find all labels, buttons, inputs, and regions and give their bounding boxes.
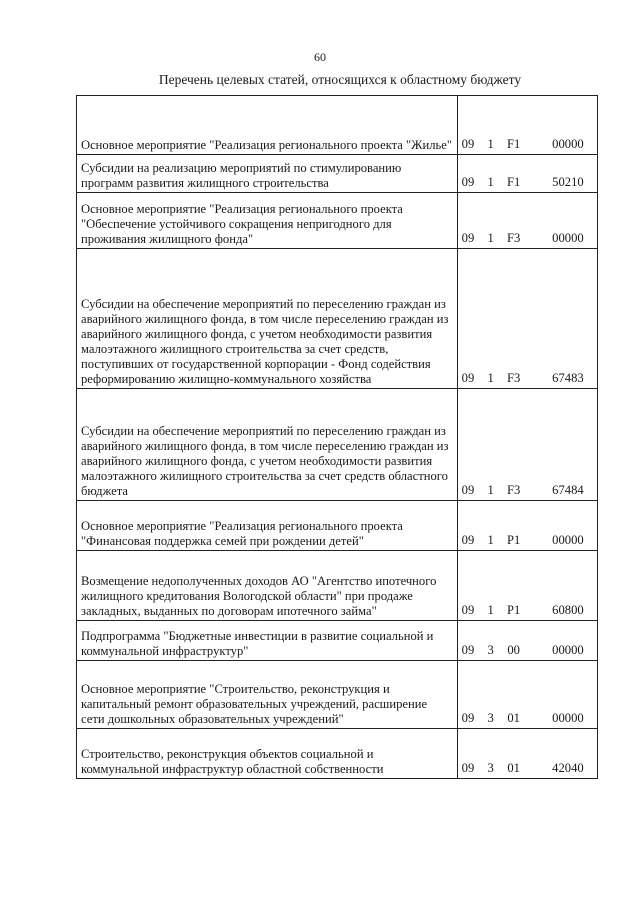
code-program: 09 — [461, 371, 475, 385]
code-subprogram: 3 — [487, 761, 494, 775]
table-row — [77, 621, 598, 661]
code-program: 09 — [461, 175, 475, 189]
table-row — [77, 249, 598, 389]
table-row — [77, 661, 598, 729]
row-description: Субсидии на обеспечение мероприятий по переселению граждан из аварийного жилищного фонда, в том числе переселению граждан из аварийного жилищного фонда, с учетом необходимости развития малоэтажного жилищного строительства за счет средств областного бюджета — [77, 389, 458, 501]
code-direction: 50210 — [552, 175, 584, 189]
row-description: Возмещение недополученных доходов АО "Агентство ипотечного жилищного кредитования Вологодской области" при продаже закладных, выданных по договорам ипотечного займа" — [77, 551, 458, 621]
code-direction: 67484 — [552, 483, 584, 497]
code-event: F1 — [507, 137, 521, 151]
row-code — [457, 729, 597, 779]
row-code — [457, 155, 597, 193]
code-direction: 67483 — [552, 371, 584, 385]
code-program: 09 — [461, 643, 475, 657]
row-description: Основное мероприятие "Строительство, реконструкция и капитальный ремонт образовательных учреждений, расширение сети дошкольных образовательных учреждений" — [77, 661, 458, 729]
row-description: Основное мероприятие "Реализация регионального проекта "Финансовая поддержка семей при рождении детей" — [77, 501, 458, 551]
code-event: 01 — [507, 761, 520, 775]
code-event: P1 — [507, 603, 521, 617]
target-items-table — [76, 95, 598, 779]
code-subprogram: 1 — [487, 231, 494, 245]
code-program: 09 — [461, 533, 475, 547]
code-direction: 00000 — [552, 231, 584, 245]
code-subprogram: 1 — [487, 533, 494, 547]
row-description: Строительство, реконструкция объектов социальной и коммунальной инфраструктур областной собственности — [77, 729, 458, 779]
code-subprogram: 1 — [487, 175, 494, 189]
row-code — [457, 551, 597, 621]
code-program: 09 — [461, 761, 475, 775]
row-code — [457, 249, 597, 389]
code-event: F3 — [507, 483, 521, 497]
code-direction: 00000 — [552, 137, 584, 151]
code-event: 01 — [507, 711, 520, 725]
page-number: 60 — [314, 50, 326, 64]
table-row — [77, 155, 598, 193]
row-code — [457, 661, 597, 729]
code-direction: 00000 — [552, 711, 584, 725]
row-code — [457, 501, 597, 551]
document-title: Перечень целевых статей, относящихся к областному бюджету — [158, 72, 522, 87]
code-subprogram: 1 — [487, 137, 494, 151]
table-row — [77, 96, 598, 155]
table-row — [77, 389, 598, 501]
code-subprogram: 1 — [487, 483, 494, 497]
code-direction: 60800 — [552, 603, 584, 617]
table-row — [77, 501, 598, 551]
table-row — [77, 729, 598, 779]
code-event: F3 — [507, 231, 521, 245]
code-subprogram: 3 — [487, 643, 494, 657]
row-code — [457, 96, 597, 155]
code-program: 09 — [461, 137, 475, 151]
row-description: Основное мероприятие "Реализация регионального проекта "Обеспечение устойчивого сокращения непригодного для проживания жилищного фонда" — [77, 193, 458, 249]
row-code — [457, 389, 597, 501]
code-event: P1 — [507, 533, 521, 547]
code-subprogram: 1 — [487, 371, 494, 385]
row-description: Основное мероприятие "Реализация регионального проекта "Жилье" — [77, 96, 458, 155]
row-code — [457, 193, 597, 249]
code-direction: 00000 — [552, 643, 584, 657]
code-direction: 00000 — [552, 533, 584, 547]
code-program: 09 — [461, 603, 475, 617]
code-event: F3 — [507, 371, 521, 385]
row-description: Подпрограмма "Бюджетные инвестиции в развитие социальной и коммунальной инфраструктур" — [77, 621, 458, 661]
row-description: Субсидии на реализацию мероприятий по стимулированию программ развития жилищного строительства — [77, 155, 458, 193]
row-description: Субсидии на обеспечение мероприятий по переселению граждан из аварийного жилищного фонда, в том числе переселению граждан из аварийного жилищного фонда, с учетом необходимости развития малоэтажного жилищного строительства за счет средств, поступивших от государственной корпорации - Фонд содействия реформированию жилищно-коммунального хозяйства — [77, 249, 458, 389]
table-row — [77, 193, 598, 249]
code-event: F1 — [507, 175, 521, 189]
code-program: 09 — [461, 711, 475, 725]
row-code — [457, 621, 597, 661]
code-subprogram: 3 — [487, 711, 494, 725]
code-subprogram: 1 — [487, 603, 494, 617]
code-event: 00 — [507, 643, 520, 657]
code-program: 09 — [461, 231, 475, 245]
code-program: 09 — [461, 483, 475, 497]
table-row — [77, 551, 598, 621]
code-direction: 42040 — [552, 761, 584, 775]
